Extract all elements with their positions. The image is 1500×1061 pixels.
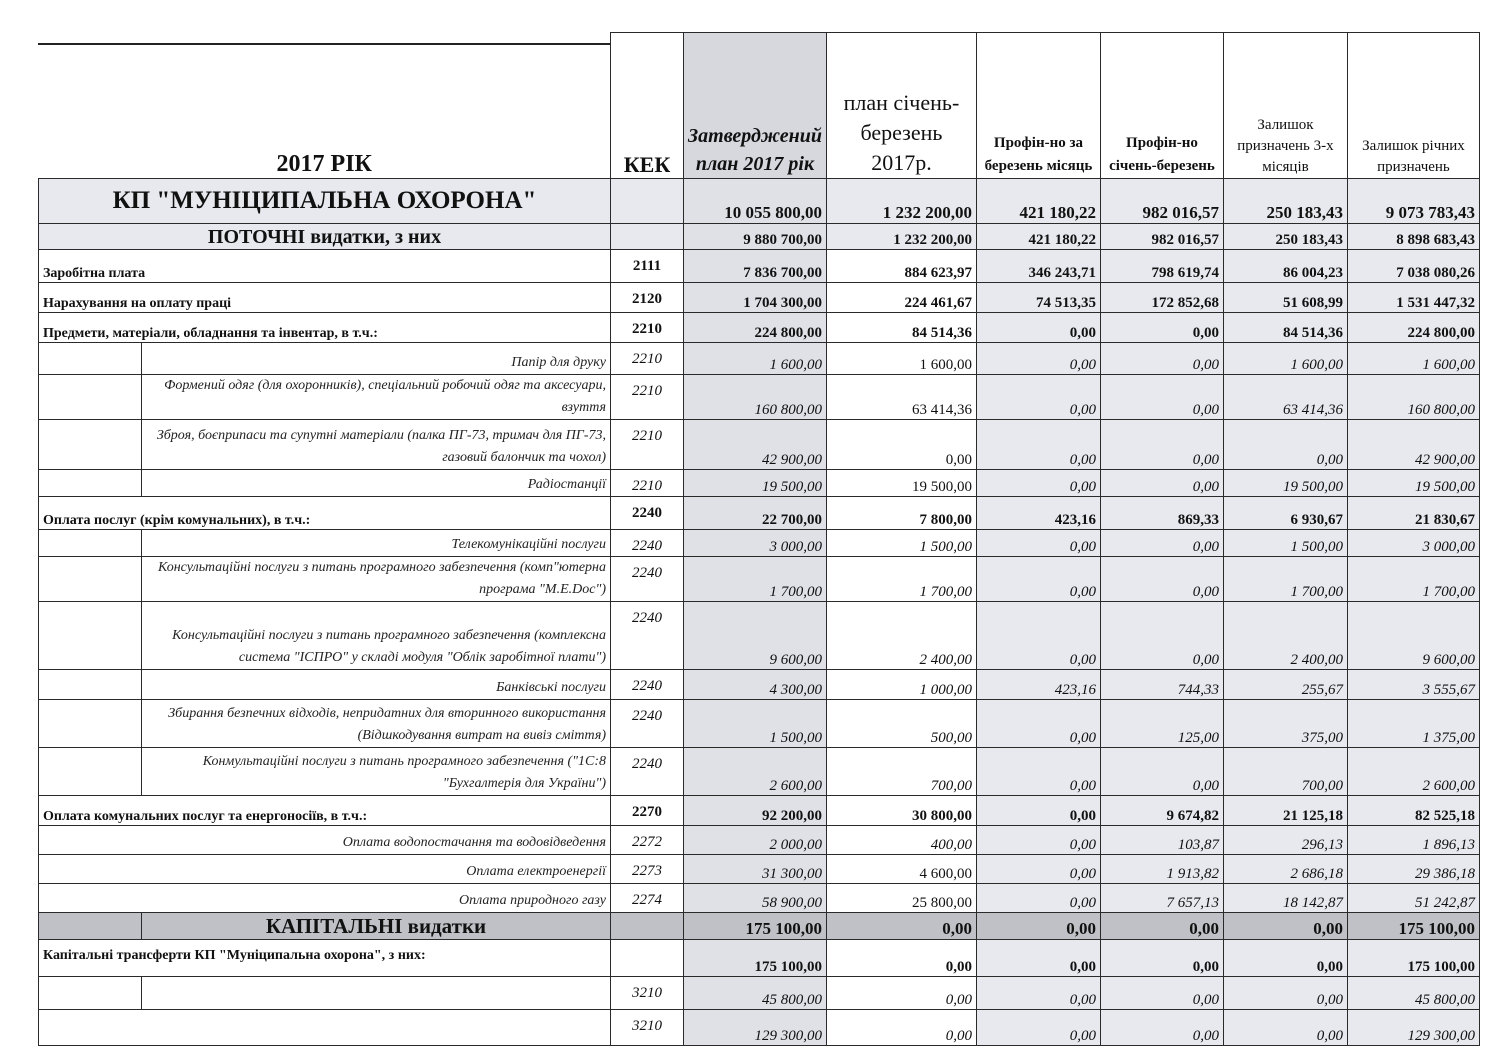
cell-rem-year: 82 525,18 [1347,796,1479,826]
row-label: Оплата природного газу [39,884,611,913]
cell-rem3: 250 183,43 [1223,224,1347,250]
row-label: Зброя, боєприпаси та супутні матеріали (палка ПГ-73, тримач для ПГ-73, газовий балончик та чохол) [142,420,611,470]
row-kek: 2240 [611,700,684,748]
row-kek: 2272 [611,826,684,855]
header-row [39,33,1480,179]
cell-march: 0,00 [976,855,1100,884]
row-kek: 2210 [611,343,684,375]
table-row [39,796,1480,826]
cell-march: 0,00 [976,420,1100,470]
indent-cell [39,557,142,602]
cell-rem3: 700,00 [1223,748,1347,796]
cell-q1: 84 514,36 [826,313,976,343]
indent-cell [39,700,142,748]
cell-march: 0,00 [976,343,1100,375]
row-label: Формений одяг (для охоронників), спеціальний робочий одяг та аксесуари, взуття [142,375,611,420]
row-kek: 2111 [611,250,684,283]
cell-jan-mar: 0,00 [1100,313,1223,343]
cell-rem3: 375,00 [1223,700,1347,748]
row-label: КП "МУНІЦИПАЛЬНА ОХОРОНА" [39,179,611,224]
table-row [39,470,1480,497]
cell-march: 421 180,22 [976,179,1100,224]
cell-rem3: 255,67 [1223,670,1347,700]
cell-march: 0,00 [976,313,1100,343]
row-kek: 2240 [611,670,684,700]
cell-jan-mar: 0,00 [1100,1010,1223,1046]
cell-march: 0,00 [976,748,1100,796]
indent-cell [39,420,142,470]
row-kek: 2270 [611,796,684,826]
cell-march: 0,00 [976,796,1100,826]
cell-march: 423,16 [976,497,1100,530]
cell-march: 0,00 [976,375,1100,420]
cell-jan-mar: 0,00 [1100,343,1223,375]
row-label: Консультаційні послуги з питань програмного забезпечення (комплексна система "ІСПРО" у складі модуля "Облік заробітної плати") [142,602,611,670]
row-label: Банківські послуги [142,670,611,700]
cell-q1: 7 800,00 [826,497,976,530]
row-label: КАПІТАЛЬНІ видатки [142,913,611,940]
row-label: Нарахування на оплату праці [39,283,611,313]
cell-march: 74 513,35 [976,283,1100,313]
cell-q1: 25 800,00 [826,884,976,913]
cell-rem3: 0,00 [1223,420,1347,470]
cell-plan: 4 300,00 [684,670,827,700]
cell-q1: 1 232 200,00 [826,179,976,224]
cell-rem-year: 1 700,00 [1347,557,1479,602]
indent-cell [39,470,142,497]
row-kek: 3210 [611,1010,684,1046]
row-label: Оплата послуг (крім комунальних), в т.ч.: [39,497,611,530]
cell-rem-year: 2 600,00 [1347,748,1479,796]
table-row [39,250,1480,283]
table-row [39,420,1480,470]
cell-plan: 175 100,00 [684,913,827,940]
cell-jan-mar: 172 852,68 [1100,283,1223,313]
cell-jan-mar: 0,00 [1100,913,1223,940]
indent-cell [39,670,142,700]
cell-rem-year: 8 898 683,43 [1347,224,1479,250]
cell-march: 346 243,71 [976,250,1100,283]
row-kek [611,179,684,224]
row-kek: 2210 [611,470,684,497]
table-row-current-expenses [39,224,1480,250]
cell-plan: 224 800,00 [684,313,827,343]
cell-q1: 1 232 200,00 [826,224,976,250]
cell-rem-year: 19 500,00 [1347,470,1479,497]
cell-q1: 1 700,00 [826,557,976,602]
cell-plan: 2 600,00 [684,748,827,796]
table-row [39,313,1480,343]
table-row [39,557,1480,602]
cell-rem3: 296,13 [1223,826,1347,855]
cell-q1: 700,00 [826,748,976,796]
table-row [39,497,1480,530]
indent-cell [39,530,142,557]
cell-plan: 22 700,00 [684,497,827,530]
header-plan-q1: план січень-березень 2017р. [826,33,976,179]
cell-jan-mar: 982 016,57 [1100,179,1223,224]
cell-q1: 0,00 [826,420,976,470]
cell-rem3: 51 608,99 [1223,283,1347,313]
cell-plan: 3 000,00 [684,530,827,557]
cell-jan-mar: 0,00 [1100,748,1223,796]
row-label: Радіостанції [142,470,611,497]
cell-plan: 1 704 300,00 [684,283,827,313]
cell-q1: 0,00 [826,940,976,977]
row-label: Оплата комунальних послуг та енергоносіїв, в т.ч.: [39,796,611,826]
indent-cell [39,748,142,796]
cell-q1: 1 600,00 [826,343,976,375]
cell-jan-mar: 7 657,13 [1100,884,1223,913]
cell-q1: 2 400,00 [826,602,976,670]
cell-jan-mar: 0,00 [1100,530,1223,557]
cell-jan-mar: 0,00 [1100,602,1223,670]
header-remaining-3m: Залишок призначень 3-х місяців [1223,33,1347,179]
row-kek: 2240 [611,557,684,602]
row-label: Консультаційні послуги з питань програмного забезпечення (комп"ютерна програма "M.E.Doc") [142,557,611,602]
row-kek: 3210 [611,977,684,1010]
cell-plan: 42 900,00 [684,420,827,470]
table-row [39,670,1480,700]
header-funded-q1: Профін-но січень-березень [1100,33,1223,179]
cell-rem-year: 9 073 783,43 [1347,179,1479,224]
row-label: Телекомунікаційні послуги [142,530,611,557]
cell-jan-mar: 0,00 [1100,557,1223,602]
table-row [39,343,1480,375]
row-kek [611,913,684,940]
table-row [39,530,1480,557]
row-kek: 2273 [611,855,684,884]
cell-march: 0,00 [976,977,1100,1010]
cell-rem-year: 9 600,00 [1347,602,1479,670]
cell-q1: 224 461,67 [826,283,976,313]
row-label: Заробітна плата [39,250,611,283]
cell-jan-mar: 0,00 [1100,977,1223,1010]
cell-rem-year: 51 242,87 [1347,884,1479,913]
cell-rem-year: 21 830,67 [1347,497,1479,530]
cell-rem-year: 1 531 447,32 [1347,283,1479,313]
cell-jan-mar: 125,00 [1100,700,1223,748]
cell-q1: 500,00 [826,700,976,748]
cell-march: 0,00 [976,700,1100,748]
cell-q1: 1 000,00 [826,670,976,700]
cell-q1: 0,00 [826,913,976,940]
table-row [39,940,1480,977]
cell-march: 423,16 [976,670,1100,700]
indent-cell [39,343,142,375]
cell-march: 421 180,22 [976,224,1100,250]
cell-rem3: 84 514,36 [1223,313,1347,343]
cell-jan-mar: 982 016,57 [1100,224,1223,250]
cell-q1: 63 414,36 [826,375,976,420]
cell-march: 0,00 [976,1010,1100,1046]
cell-plan: 1 700,00 [684,557,827,602]
cell-rem-year: 42 900,00 [1347,420,1479,470]
cell-jan-mar: 798 619,74 [1100,250,1223,283]
cell-rem-year: 3 000,00 [1347,530,1479,557]
cell-q1: 1 500,00 [826,530,976,557]
row-kek: 2210 [611,420,684,470]
cell-rem3: 19 500,00 [1223,470,1347,497]
header-year: 2017 РІК [39,33,611,179]
cell-q1: 30 800,00 [826,796,976,826]
row-label: Збирання безпечних відходів, непридатних для вторинного використання (Відшкодування витрат на вивіз сміття) [142,700,611,748]
cell-jan-mar: 1 913,82 [1100,855,1223,884]
cell-rem3: 0,00 [1223,977,1347,1010]
cell-march: 0,00 [976,470,1100,497]
cell-plan: 1 600,00 [684,343,827,375]
cell-rem3: 0,00 [1223,913,1347,940]
cell-rem-year: 1 600,00 [1347,343,1479,375]
row-label: Оплата електроенергії [39,855,611,884]
table-row [39,748,1480,796]
cell-jan-mar: 0,00 [1100,470,1223,497]
header-remaining-year: Залишок річних призначень [1347,33,1479,179]
cell-q1: 0,00 [826,977,976,1010]
cell-march: 0,00 [976,940,1100,977]
cell-march: 0,00 [976,557,1100,602]
row-kek: 2240 [611,497,684,530]
cell-rem3: 250 183,43 [1223,179,1347,224]
row-label: Оплата водопостачання та водовідведення [39,826,611,855]
cell-plan: 19 500,00 [684,470,827,497]
cell-rem-year: 1 375,00 [1347,700,1479,748]
cell-q1: 19 500,00 [826,470,976,497]
cell-rem-year: 45 800,00 [1347,977,1479,1010]
row-label: ПОТОЧНІ видатки, з них [39,224,611,250]
cell-march: 0,00 [976,530,1100,557]
row-kek: 2240 [611,748,684,796]
cell-march: 0,00 [976,826,1100,855]
cell-jan-mar: 869,33 [1100,497,1223,530]
cell-rem-year: 29 386,18 [1347,855,1479,884]
cell-plan: 160 800,00 [684,375,827,420]
cell-plan: 58 900,00 [684,884,827,913]
table-row [39,884,1480,913]
row-label: Папір для друку [142,343,611,375]
row-kek: 2210 [611,375,684,420]
row-kek: 2274 [611,884,684,913]
header-funded-march: Профін-но за березень місяць [976,33,1100,179]
cell-rem-year: 175 100,00 [1347,913,1479,940]
row-kek: 2240 [611,602,684,670]
table-row [39,855,1480,884]
table-row [39,283,1480,313]
cell-plan: 7 836 700,00 [684,250,827,283]
row-label: Капітальні трансферти КП "Муніципальна охорона", з них: [39,940,611,977]
cell-rem3: 0,00 [1223,1010,1347,1046]
row-label: Конмультаційні послуги з питань програмного забезпечення ("1С:8 "Бухгалтерія для України") [142,748,611,796]
row-kek [611,940,684,977]
row-label [39,1010,611,1046]
row-kek: 2210 [611,313,684,343]
cell-rem3: 2 686,18 [1223,855,1347,884]
table-row [39,375,1480,420]
cell-rem3: 1 700,00 [1223,557,1347,602]
cell-plan: 2 000,00 [684,826,827,855]
cell-rem-year: 160 800,00 [1347,375,1479,420]
cell-march: 0,00 [976,602,1100,670]
cell-rem3: 1 600,00 [1223,343,1347,375]
cell-jan-mar: 0,00 [1100,940,1223,977]
row-label: Предмети, матеріали, обладнання та інвентар, в т.ч.: [39,313,611,343]
budget-table [38,32,1480,1046]
cell-rem-year: 3 555,67 [1347,670,1479,700]
cell-march: 0,00 [976,884,1100,913]
cell-rem3: 6 930,67 [1223,497,1347,530]
table-row [39,1010,1480,1046]
cell-jan-mar: 0,00 [1100,420,1223,470]
cell-plan: 129 300,00 [684,1010,827,1046]
cell-rem3: 86 004,23 [1223,250,1347,283]
cell-jan-mar: 0,00 [1100,375,1223,420]
cell-jan-mar: 103,87 [1100,826,1223,855]
cell-march: 0,00 [976,913,1100,940]
cell-rem3: 1 500,00 [1223,530,1347,557]
cell-rem3: 18 142,87 [1223,884,1347,913]
cell-jan-mar: 744,33 [1100,670,1223,700]
row-label [142,977,611,1010]
indent-cell [39,913,142,940]
cell-plan: 31 300,00 [684,855,827,884]
cell-rem-year: 1 896,13 [1347,826,1479,855]
table-row [39,826,1480,855]
table-row-capital-expenses [39,913,1480,940]
cell-jan-mar: 9 674,82 [1100,796,1223,826]
cell-rem-year: 224 800,00 [1347,313,1479,343]
cell-rem3: 21 125,18 [1223,796,1347,826]
indent-cell [39,375,142,420]
cell-plan: 9 880 700,00 [684,224,827,250]
cell-plan: 175 100,00 [684,940,827,977]
cell-rem-year: 129 300,00 [1347,1010,1479,1046]
table-row [39,700,1480,748]
row-kek: 2240 [611,530,684,557]
cell-q1: 400,00 [826,826,976,855]
cell-rem3: 2 400,00 [1223,602,1347,670]
indent-cell [39,602,142,670]
cell-q1: 4 600,00 [826,855,976,884]
table-row-total [39,179,1480,224]
cell-plan: 45 800,00 [684,977,827,1010]
indent-cell [39,977,142,1010]
cell-plan: 1 500,00 [684,700,827,748]
row-kek: 2120 [611,283,684,313]
row-kek [611,224,684,250]
header-approved-plan: Затверджений план 2017 рік [684,33,827,179]
cell-rem-year: 175 100,00 [1347,940,1479,977]
cell-plan: 9 600,00 [684,602,827,670]
cell-rem3: 0,00 [1223,940,1347,977]
table-row [39,977,1480,1010]
cell-q1: 884 623,97 [826,250,976,283]
cell-rem3: 63 414,36 [1223,375,1347,420]
cell-plan: 10 055 800,00 [684,179,827,224]
table-row [39,602,1480,670]
cell-q1: 0,00 [826,1010,976,1046]
cell-rem-year: 7 038 080,26 [1347,250,1479,283]
header-kek: КЕК [611,33,684,179]
cell-plan: 92 200,00 [684,796,827,826]
